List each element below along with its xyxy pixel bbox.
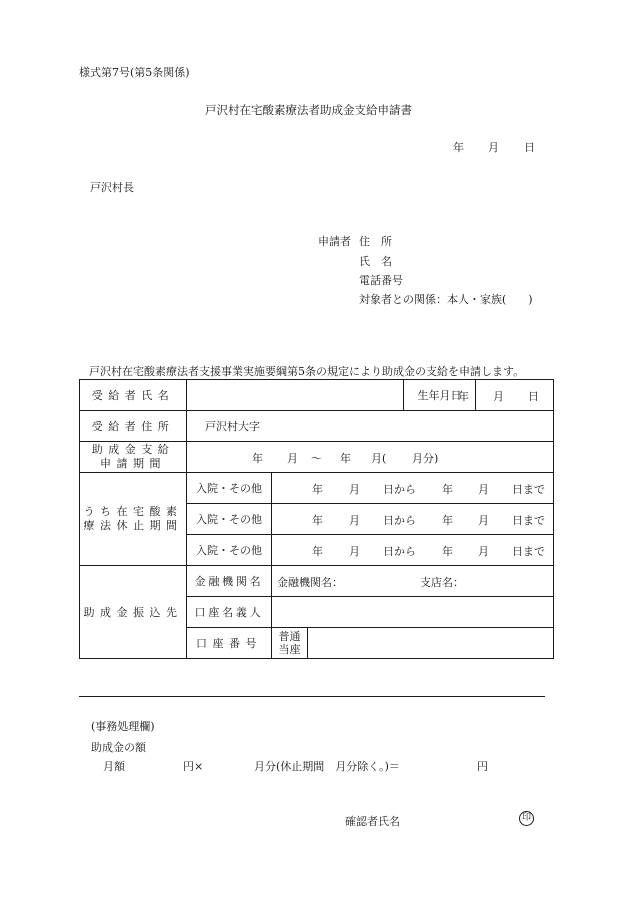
period-month-2: 月( (371, 452, 387, 465)
branch-name-prompt: 支店名： (420, 576, 464, 589)
transfer-destination-label: 助成金振込先 (80, 566, 187, 659)
months-text: 月分(休止期間 月分除く。)＝ (254, 760, 400, 773)
date-day: 日 (524, 141, 535, 154)
s3-year-2: 年 (442, 545, 453, 558)
s2-until: 日まで (512, 514, 545, 527)
applicant-phone-label: 電話番号 (359, 274, 403, 287)
confirmer-name-label: 確認者氏名 (345, 815, 400, 828)
seal-mark: 印 (519, 811, 534, 826)
addressee: 戸沢村長 (90, 181, 134, 194)
bank-name-prompt: 金融機関名： (277, 576, 343, 589)
suspension-label-line2: 療法休止期間 (83, 519, 183, 532)
bank-field[interactable] (272, 566, 554, 597)
period-label-line1: 助成金支給 (91, 443, 175, 456)
date-year: 年 (453, 141, 464, 154)
account-number-field[interactable] (308, 628, 554, 659)
account-holder-label: 口座名義人 (187, 597, 272, 628)
s3-year-1: 年 (312, 545, 323, 558)
birth-month: 月 (493, 390, 505, 403)
birth-year: 年 (458, 390, 470, 403)
period-tilde: ～ (311, 452, 322, 465)
monthly-amount-label: 月額 (103, 760, 125, 773)
office-use-heading: (事務処理欄) (91, 720, 155, 733)
s1-month-2: 月 (478, 483, 489, 496)
recipient-address-label: 受給者住所 (80, 411, 187, 442)
account-type-ordinary: 普通 (278, 630, 301, 643)
s3-until: 日まで (512, 545, 545, 558)
birthdate-label: 生年月日 (404, 380, 476, 411)
bank-name-label: 金融機関名 (187, 566, 272, 597)
date-month: 月 (488, 141, 499, 154)
s2-year-2: 年 (442, 514, 453, 527)
period-year-1: 年 (252, 452, 263, 465)
account-type-checking: 当座 (278, 643, 301, 656)
s2-month-1: 月 (349, 514, 360, 527)
recipient-name-field[interactable] (187, 380, 404, 411)
suspension-type-2: 入院・その他 (187, 504, 272, 535)
period-year-2: 年 (340, 452, 351, 465)
birthdate-field[interactable] (458, 380, 554, 411)
period-months: 月分) (412, 452, 439, 465)
amount-label: 助成金の額 (91, 741, 146, 754)
suspension-type-1: 入院・その他 (187, 473, 272, 504)
period-month-1: 月 (287, 452, 298, 465)
applicant-name-label: 氏 名 (359, 255, 392, 268)
suspension-label-line1: うち在宅酸素 (83, 505, 183, 518)
suspension-dates-3[interactable] (272, 535, 554, 566)
s2-year-1: 年 (312, 514, 323, 527)
form-title: 戸沢村在宅酸素療法者助成金支給申請書 (205, 103, 412, 117)
recipient-name-label: 受給者氏名 (80, 380, 187, 411)
account-type-cell[interactable] (272, 628, 308, 659)
s3-month-1: 月 (349, 545, 360, 558)
declaration-text: 戸沢村在宅酸素療法者支援事業実施要綱第5条の規定により助成金の支給を申請します。 (89, 365, 525, 378)
form-number: 様式第7号(第5条関係) (79, 66, 190, 79)
s1-from: 日から (383, 483, 416, 496)
application-period-label (80, 442, 187, 473)
applicant-address-label: 住 所 (359, 235, 392, 248)
account-number-label: 口座番号 (187, 628, 272, 659)
s2-from: 日から (383, 514, 416, 527)
birth-day: 日 (528, 390, 540, 403)
s2-month-2: 月 (478, 514, 489, 527)
yen-result: 円 (477, 760, 488, 773)
suspension-period-label (80, 473, 187, 566)
s1-until: 日まで (512, 483, 545, 496)
s1-year-1: 年 (312, 483, 323, 496)
s1-year-2: 年 (442, 483, 453, 496)
suspension-dates-1[interactable] (272, 473, 554, 504)
application-table (79, 379, 554, 659)
suspension-dates-2[interactable] (272, 504, 554, 535)
application-period-field[interactable] (187, 442, 554, 473)
s3-from: 日から (383, 545, 416, 558)
divider-line (79, 696, 545, 697)
period-label-line2: 申請期間 (100, 457, 166, 470)
yen-times: 円× (183, 760, 204, 773)
suspension-type-3: 入院・その他 (187, 535, 272, 566)
s3-month-2: 月 (478, 545, 489, 558)
recipient-address-field[interactable]: 戸沢村大字 (187, 411, 554, 442)
account-holder-field[interactable] (272, 597, 554, 628)
s1-month-1: 月 (349, 483, 360, 496)
applicant-relation-label: 対象者との関係：本人・家族( ) (359, 293, 533, 306)
applicant-label: 申請者 (318, 235, 351, 248)
